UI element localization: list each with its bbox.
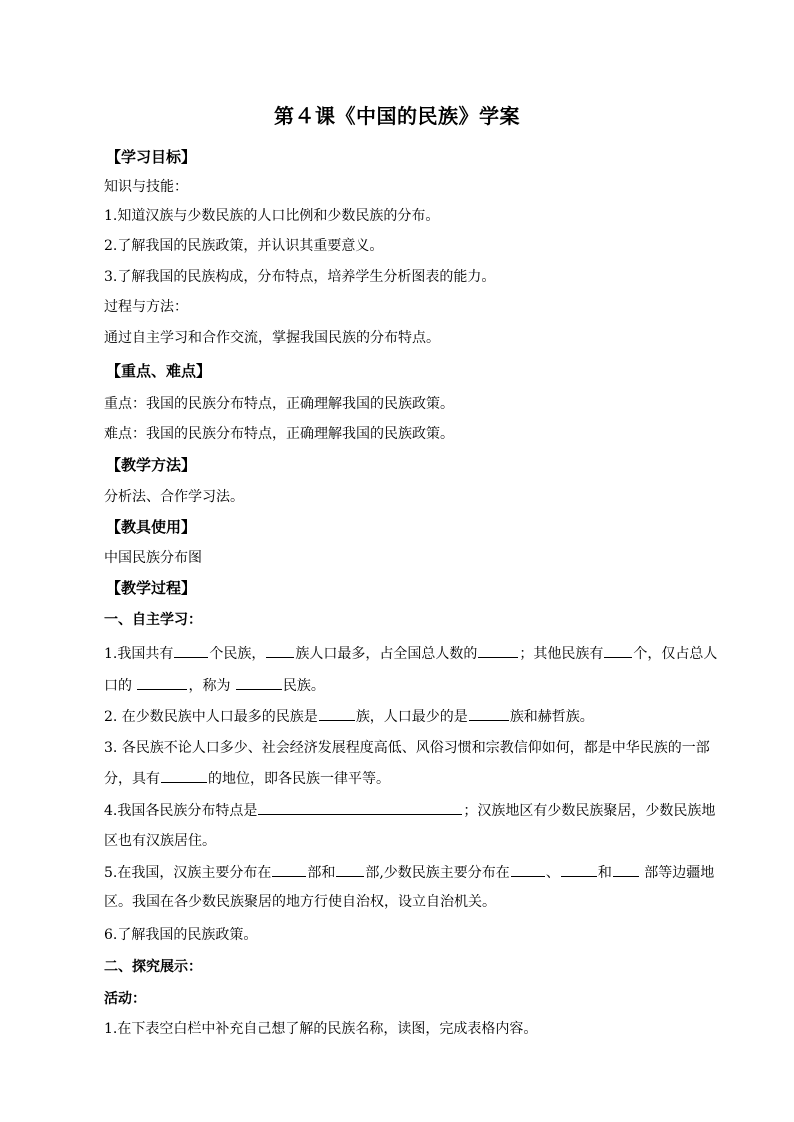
q1-blank-2[interactable] [266,643,294,658]
q5-blank-4[interactable] [561,862,597,877]
question-4-line-2: 区也有汉族居住。 [104,833,216,849]
q4-blank-1[interactable] [258,800,462,815]
q4-text-a: 4.我国各民族分布特点是 [104,803,258,819]
q1-blank-1[interactable] [174,643,208,658]
question-4-line-1 [104,800,715,821]
question-1-line-1 [104,643,717,664]
q1-text-b: 个民族， [209,646,266,662]
key-point: 重点：我国的民族分布特点，正确理解我国的民族政策。 [104,396,454,412]
q3-blank-1[interactable] [161,768,207,783]
self-study-heading: 一、自主学习： [104,612,202,628]
q5-text-d: 、 [545,865,560,881]
method-heading: 【教学方法】 [106,456,197,474]
q1-text-h: 民族。 [282,678,325,694]
q5-text-b: 部和 [307,865,336,881]
q2-text-a: 2. 在少数民族中人口最多的民族是 [104,709,318,725]
q2-blank-1[interactable] [319,706,355,721]
activity-1: 1.在下表空白栏中补充自己想了解的民族名称，读图，完成表格内容。 [104,1021,538,1037]
q2-text-c: 族和赫哲族。 [509,709,594,725]
q5-blank-5[interactable] [613,862,639,877]
tools-heading: 【教具使用】 [106,518,197,536]
question-1-line-2 [104,675,325,696]
keypoints-heading: 【重点、难点】 [106,362,212,380]
process-label: 过程与方法： [104,299,188,315]
q1-text-c: 族人口最多，占全国总人数的 [295,646,478,662]
q5-text-e: 和 [597,865,612,881]
activity-label: 活动： [104,991,146,1007]
q1-blank-4[interactable] [604,643,632,658]
method-text: 分析法、合作学习法。 [104,489,244,505]
q5-text-f: 部等边疆地 [639,865,715,881]
q2-text-b: 族，人口最少的是 [355,709,468,725]
q5-blank-2[interactable] [336,862,364,877]
question-6: 6.了解我国的民族政策。 [104,927,258,943]
q4-text-b: ；汉族地区有少数民族聚居，少数民族地 [463,803,716,819]
document-title: 第４课《中国的民族》学案 [274,104,520,128]
tools-text: 中国民族分布图 [104,550,202,566]
objectives-heading: 【学习目标】 [106,148,197,166]
objective-1: 1.知道汉族与少数民族的人口比例和少数民族的分布。 [104,208,440,224]
question-3-line-1: 3. 各民族不论人口多少、社会经济发展程度高低、风俗习惯和宗教信仰如何，都是中华民族的一部 [104,740,710,756]
q5-blank-1[interactable] [272,862,306,877]
q1-text-e: 个，仅占总人 [633,646,718,662]
q3-text-c: 的地位，即各民族一律平等。 [208,771,390,787]
q5-text-a: 5.在我国，汉族主要分布在 [104,865,272,881]
question-5-line-2: 区。我国在各少数民族聚居的地方行使自治权，设立自治机关。 [104,894,496,910]
q2-blank-2[interactable] [469,706,509,721]
q5-text-c: 部,少数民族主要分布在 [365,865,510,881]
q5-blank-3[interactable] [511,862,545,877]
question-3-line-2 [104,768,390,789]
q3-text-b: 分，具有 [104,771,160,787]
q1-text-f: 口的 [104,678,137,694]
explore-heading: 二、探究展示： [104,959,202,975]
difficult-point: 难点：我国的民族分布特点，正确理解我国的民族政策。 [104,426,454,442]
process-text: 通过自主学习和合作交流，掌握我国民族的分布特点。 [104,330,440,346]
objective-3: 3.了解我国的民族构成，分布特点，培养学生分析图表的能力。 [104,269,496,285]
question-2 [104,706,594,727]
process-heading: 【教学过程】 [106,579,197,597]
q1-text-a: 1.我国共有 [104,646,174,662]
objective-2: 2.了解我国的民族政策，并认识其重要意义。 [104,238,384,254]
question-5-line-1 [104,862,714,883]
q1-blank-3[interactable] [478,643,518,658]
q1-text-g: ，称为 [188,678,235,694]
knowledge-label: 知识与技能： [104,179,188,195]
q1-blank-5[interactable] [137,675,187,690]
q1-blank-6[interactable] [236,675,282,690]
q1-text-d: ；其他民族有 [519,646,604,662]
